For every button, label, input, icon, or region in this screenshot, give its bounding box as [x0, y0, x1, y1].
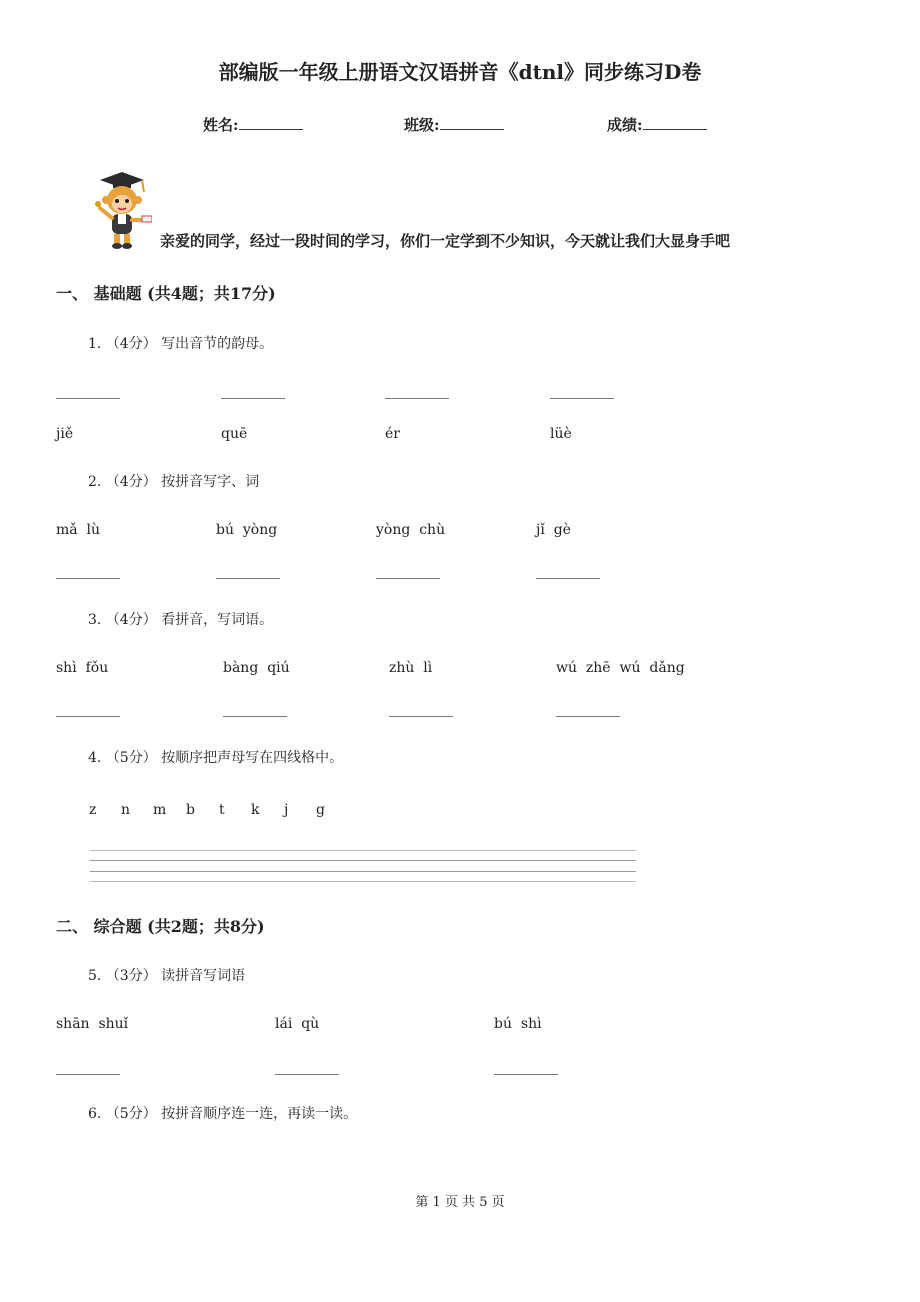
answer-line[interactable]: [56, 578, 120, 579]
answer-line[interactable]: [56, 716, 120, 717]
name-label: 姓名:: [203, 116, 239, 134]
pinyin-item: jǐ gè: [536, 522, 571, 538]
pinyin-item: lái qù: [275, 1016, 320, 1032]
pinyin-item: wú zhē wú dǎng: [556, 660, 685, 676]
pinyin-item: shì fǒu: [56, 660, 109, 676]
answer-line[interactable]: [556, 716, 620, 717]
score-blank[interactable]: [643, 115, 707, 130]
grid-line: [90, 871, 636, 872]
pinyin-item: shān shuǐ: [56, 1016, 129, 1032]
class-field[interactable]: [404, 114, 504, 135]
question-1-label: 1. （4分） 写出音节的韵母。: [88, 336, 274, 352]
answer-line[interactable]: [376, 578, 440, 579]
score-label: 成绩:: [607, 116, 643, 134]
pinyin-item: bú yòng: [216, 522, 278, 538]
letter-item: n: [121, 802, 131, 818]
answer-line[interactable]: [494, 1074, 558, 1075]
pinyin-item: quē: [221, 426, 248, 442]
pinyin-item: lüè: [550, 426, 572, 442]
pinyin-item: mǎ lù: [56, 522, 101, 538]
grid-line: [90, 860, 636, 861]
letter-item: m: [153, 802, 167, 818]
grid-line: [90, 850, 636, 851]
letter-item: z: [89, 802, 97, 818]
answer-line[interactable]: [389, 716, 453, 717]
answer-line[interactable]: [221, 398, 285, 399]
answer-line[interactable]: [550, 398, 614, 399]
letter-item: b: [186, 802, 195, 818]
pinyin-item: zhù lì: [389, 660, 433, 676]
pinyin-item: bàng qiú: [223, 660, 290, 676]
section-heading-basic: 一、 基础题 (共4题；共17分): [56, 284, 276, 303]
answer-line[interactable]: [275, 1074, 339, 1075]
answer-line[interactable]: [385, 398, 449, 399]
page-footer: 第 1 页 共 5 页: [415, 1195, 505, 1210]
answer-line[interactable]: [56, 398, 120, 399]
pinyin-item: yòng chù: [376, 522, 446, 538]
answer-line[interactable]: [223, 716, 287, 717]
letter-item: g: [316, 802, 325, 818]
student-mascot-icon: [86, 168, 152, 250]
name-field[interactable]: [203, 114, 303, 135]
letter-item: t: [219, 802, 225, 818]
question-6-label: 6. （5分） 按拼音顺序连一连，再读一读。: [88, 1106, 358, 1122]
answer-line[interactable]: [536, 578, 600, 579]
letter-item: k: [251, 802, 260, 818]
question-4-label: 4. （5分） 按顺序把声母写在四线格中。: [88, 750, 344, 766]
answer-line[interactable]: [56, 1074, 120, 1075]
question-5-label: 5. （3分） 读拼音写词语: [88, 968, 246, 984]
question-3-label: 3. （4分） 看拼音，写词语。: [88, 612, 274, 628]
question-2-label: 2. （4分） 按拼音写字、词: [88, 474, 260, 490]
score-field[interactable]: [607, 114, 707, 135]
pinyin-item: ér: [385, 426, 400, 442]
greeting-text: 亲爱的同学，经过一段时间的学习，你们一定学到不少知识，今天就让我们大显身手吧: [160, 232, 731, 250]
pinyin-item: jiě: [56, 426, 74, 442]
letter-item: j: [284, 802, 289, 818]
name-blank[interactable]: [239, 115, 303, 130]
class-label: 班级:: [404, 116, 440, 134]
section-heading-comprehensive: 二、 综合题 (共2题；共8分): [56, 917, 265, 936]
pinyin-item: bú shì: [494, 1016, 542, 1032]
answer-line[interactable]: [216, 578, 280, 579]
grid-line: [90, 881, 636, 882]
class-blank[interactable]: [440, 115, 504, 130]
page-title: 部编版一年级上册语文汉语拼音《dtnl》同步练习D卷: [218, 60, 702, 84]
